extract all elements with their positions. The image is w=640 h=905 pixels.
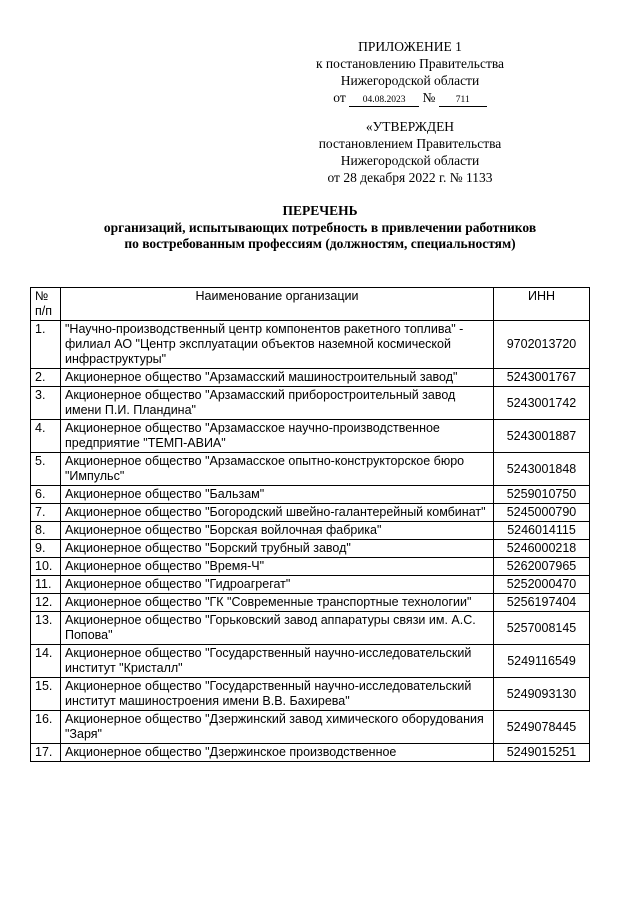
row-num: 13. xyxy=(31,612,61,645)
decree-number: 711 xyxy=(439,94,487,107)
row-org-name: Акционерное общество "Гидроагрегат" xyxy=(61,576,494,594)
table-header-row xyxy=(31,288,590,321)
row-num: 6. xyxy=(31,486,61,504)
table-row xyxy=(31,369,590,387)
table-row xyxy=(31,504,590,522)
table-row xyxy=(31,486,590,504)
row-inn: 5246014115 xyxy=(494,522,590,540)
row-num: 16. xyxy=(31,711,61,744)
row-inn: 5252000470 xyxy=(494,576,590,594)
table-row xyxy=(31,645,590,678)
row-inn: 5256197404 xyxy=(494,594,590,612)
row-inn: 5245000790 xyxy=(494,504,590,522)
appendix-line-2: Нижегородской области xyxy=(340,73,480,88)
row-org-name: Акционерное общество "Арзамасское опытно-конструкторское бюро "Импульс" xyxy=(61,453,494,486)
row-org-name: Акционерное общество "Богородский швейно-галантерейный комбинат" xyxy=(61,504,494,522)
row-org-name: Акционерное общество "Бальзам" xyxy=(61,486,494,504)
table-row xyxy=(31,453,590,486)
header-num: № п/п xyxy=(31,288,61,321)
row-org-name: Акционерное общество "Борский трубный завод" xyxy=(61,540,494,558)
organizations-table xyxy=(30,287,590,762)
title-line-1: организаций, испытывающих потребность в привлечении работников xyxy=(103,219,537,235)
row-inn: 5249093130 xyxy=(494,678,590,711)
row-inn: 9702013720 xyxy=(494,321,590,369)
row-num: 4. xyxy=(31,420,61,453)
row-num: 1. xyxy=(31,321,61,369)
number-label: № xyxy=(422,90,436,105)
row-num: 5. xyxy=(31,453,61,486)
table-row xyxy=(31,558,590,576)
decree-date: 04.08.2023 xyxy=(349,94,419,107)
row-num: 3. xyxy=(31,387,61,420)
row-inn: 5262007965 xyxy=(494,558,590,576)
header-inn: ИНН xyxy=(494,288,590,321)
row-num: 15. xyxy=(31,678,61,711)
row-inn: 5243001887 xyxy=(494,420,590,453)
row-inn: 5259010750 xyxy=(494,486,590,504)
row-org-name: Акционерное общество "Государственный научно-исследовательский институт машиностроения имени В.В. Бахирева" xyxy=(61,678,494,711)
table-row xyxy=(31,540,590,558)
row-org-name: Акционерное общество "Дзержинский завод химического оборудования "Заря" xyxy=(61,711,494,744)
appendix-block xyxy=(300,38,520,107)
table-row xyxy=(31,420,590,453)
row-org-name: "Научно-производственный центр компонентов ракетного топлива" - филиал АО "Центр эксплуатации объектов наземной космической инфраструктуры" xyxy=(61,321,494,369)
row-org-name: Акционерное общество "Борская войлочная фабрика" xyxy=(61,522,494,540)
table-row xyxy=(31,576,590,594)
approved-line-3: Нижегородской области xyxy=(340,153,480,168)
table-row xyxy=(31,711,590,744)
row-org-name: Акционерное общество "Время-Ч" xyxy=(61,558,494,576)
table-row xyxy=(31,612,590,645)
document-title xyxy=(40,203,600,253)
appendix-title: ПРИЛОЖЕНИЕ 1 xyxy=(358,39,462,54)
approved-line-2: постановлением Правительства xyxy=(318,136,502,151)
table-row xyxy=(31,678,590,711)
title-heading: ПЕРЕЧЕНЬ xyxy=(282,203,358,218)
row-inn: 5257008145 xyxy=(494,612,590,645)
row-inn: 5243001848 xyxy=(494,453,590,486)
row-num: 17. xyxy=(31,744,61,762)
header-name: Наименование организации xyxy=(61,288,494,321)
row-inn: 5243001767 xyxy=(494,369,590,387)
row-inn: 5246000218 xyxy=(494,540,590,558)
table-row xyxy=(31,594,590,612)
row-inn: 5249015251 xyxy=(494,744,590,762)
title-line-2: по востребованным профессиям (должностям, специальностям) xyxy=(124,236,516,251)
row-org-name: Акционерное общество "Арзамасский машиностроительный завод" xyxy=(61,369,494,387)
row-num: 9. xyxy=(31,540,61,558)
row-org-name: Акционерное общество "Дзержинское производственное xyxy=(61,744,494,762)
approved-line-1: «УТВЕРЖДЕН xyxy=(365,119,455,134)
table-row xyxy=(31,522,590,540)
row-inn: 5249116549 xyxy=(494,645,590,678)
row-org-name: Акционерное общество "ГК "Современные транспортные технологии" xyxy=(61,594,494,612)
table-row xyxy=(31,321,590,369)
appendix-line-1: к постановлению Правительства xyxy=(315,56,505,71)
table-row xyxy=(31,387,590,420)
row-num: 8. xyxy=(31,522,61,540)
approved-block xyxy=(298,118,522,186)
row-num: 7. xyxy=(31,504,61,522)
row-num: 14. xyxy=(31,645,61,678)
approved-line-4: от 28 декабря 2022 г. № 1133 xyxy=(327,170,493,185)
appendix-date-line xyxy=(300,89,520,107)
row-org-name: Акционерное общество "Арзамасский приборостроительный завод имени П.И. Пландина" xyxy=(61,387,494,420)
row-inn: 5243001742 xyxy=(494,387,590,420)
row-num: 12. xyxy=(31,594,61,612)
row-num: 10. xyxy=(31,558,61,576)
row-inn: 5249078445 xyxy=(494,711,590,744)
from-label: от xyxy=(333,90,346,105)
row-org-name: Акционерное общество "Государственный научно-исследовательский институт "Кристалл" xyxy=(61,645,494,678)
row-org-name: Акционерное общество "Горьковский завод аппаратуры связи им. А.С. Попова" xyxy=(61,612,494,645)
row-num: 2. xyxy=(31,369,61,387)
row-num: 11. xyxy=(31,576,61,594)
table-row xyxy=(31,744,590,762)
row-org-name: Акционерное общество "Арзамасское научно-производственное предприятие "ТЕМП-АВИА" xyxy=(61,420,494,453)
